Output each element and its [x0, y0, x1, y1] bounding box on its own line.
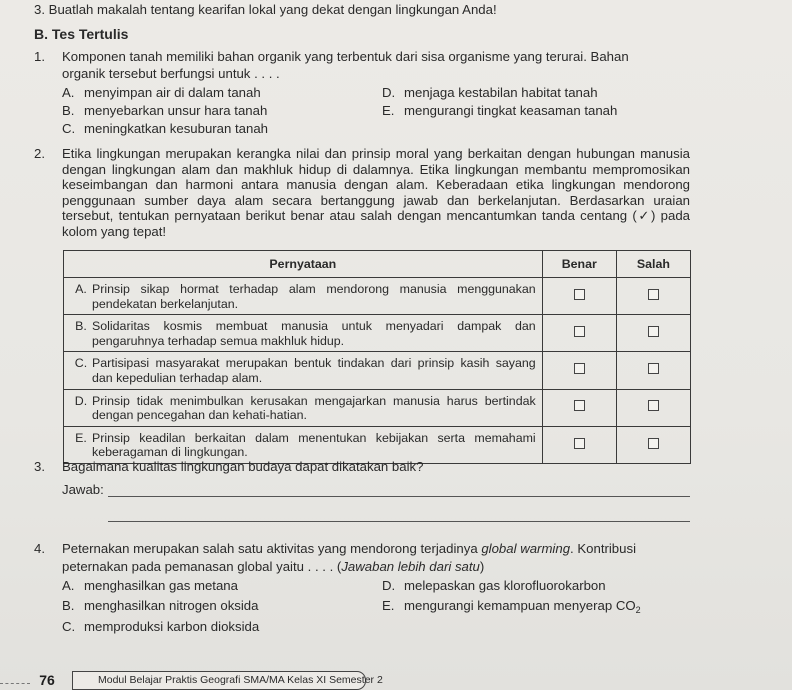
true-checkbox[interactable]: [574, 326, 585, 337]
row-letter: B.: [75, 319, 87, 334]
q1-option-e[interactable]: [382, 103, 617, 119]
q4-text-part: . Kontribusi: [570, 541, 637, 556]
row-statement: Partisipasi masyarakat merupakan bentuk tindakan dari prinsip kasih sayang dan kepedulian terhadap alam.: [92, 356, 536, 385]
option-letter: A.: [62, 578, 75, 593]
false-checkbox[interactable]: [648, 400, 659, 411]
q4-option-e[interactable]: [382, 598, 641, 615]
q4-option-a[interactable]: [62, 578, 238, 594]
table-row: [64, 278, 691, 315]
option-letter: C.: [62, 121, 76, 136]
false-checkbox[interactable]: [648, 326, 659, 337]
option-text: melepaskan gas klorofluorokarbon: [404, 578, 606, 593]
option-text: mengurangi kemampuan menyerap CO: [404, 598, 636, 613]
q1-text-line2: organik tersebut berfungsi untuk . . . .: [62, 66, 280, 81]
page-number: 76: [39, 672, 55, 688]
option-letter: B.: [62, 598, 75, 613]
q3-answer-label: Jawab:: [62, 482, 104, 497]
q2-number: 2.: [34, 146, 45, 161]
q1-text-line1: Komponen tanah memiliki bahan organik yang terbentuk dari sisa organisme yang terurai. Bahan: [62, 49, 629, 64]
row-letter: A.: [75, 282, 87, 296]
row-letter: D.: [74, 393, 88, 408]
option-text: mengurangi tingkat keasaman tanah: [404, 103, 618, 118]
option-text: menyebarkan unsur hara tanah: [84, 103, 268, 118]
option-letter: D.: [382, 578, 396, 593]
option-letter: D.: [382, 85, 396, 100]
false-checkbox[interactable]: [648, 438, 659, 449]
answer-line-2[interactable]: [108, 521, 690, 522]
q3-text: Bagaimana kualitas lingkungan budaya dapat dikatakan baik?: [62, 459, 424, 474]
q1-option-c[interactable]: [62, 121, 268, 137]
row-statement: Solidaritas kosmis membuat manusia untuk menyadari dampak dan pengaruhnya terhadap semua makhluk hidup.: [92, 319, 536, 348]
q4-text-italic: global warming: [481, 541, 571, 556]
answer-line-1[interactable]: [108, 496, 690, 497]
option-text: menghasilkan gas metana: [84, 578, 238, 593]
header-true: Benar: [542, 251, 616, 278]
option-text: memproduksi karbon dioksida: [84, 619, 260, 634]
co2-subscript: 2: [635, 605, 641, 615]
false-checkbox[interactable]: [648, 289, 659, 300]
option-text: menghasilkan nitrogen oksida: [84, 598, 259, 613]
option-letter: C.: [62, 619, 76, 634]
header-false: Salah: [616, 251, 690, 278]
q4-option-c[interactable]: [62, 619, 259, 635]
row-letter: E.: [75, 430, 87, 445]
q1-option-a[interactable]: [62, 85, 261, 101]
option-text: menjaga kestabilan habitat tanah: [404, 85, 598, 100]
option-text: meningkatkan kesuburan tanah: [84, 121, 269, 136]
row-statement: Prinsip sikap hormat terhadap alam mendorong manusia menggunakan pendekatan berkelanjutan.: [92, 282, 536, 311]
q4-text-part: Peternakan merupakan salah satu aktivitas yang mendorong terjadinya: [62, 541, 482, 556]
table-row: [64, 315, 691, 352]
option-text: menyimpan air di dalam tanah: [84, 85, 261, 100]
q4-text-italic: Jawaban lebih dari satu: [341, 559, 480, 574]
option-letter: E.: [382, 598, 395, 613]
q4-number: 4.: [34, 541, 45, 556]
row-letter: C.: [74, 356, 88, 371]
table-row: [64, 426, 691, 463]
q4-option-b[interactable]: [62, 598, 258, 614]
header-statement: Pernyataan: [64, 251, 543, 278]
row-statement: Prinsip tidak menimbulkan kerusakan mengajarkan manusia harus bertindak dengan pencegahan dan kehati-hatian.: [92, 393, 536, 423]
true-checkbox[interactable]: [574, 438, 585, 449]
false-checkbox[interactable]: [648, 363, 659, 374]
true-checkbox[interactable]: [574, 400, 585, 411]
table-row: [64, 389, 691, 426]
option-letter: B.: [62, 103, 75, 118]
q1-option-b[interactable]: [62, 103, 267, 119]
true-checkbox[interactable]: [574, 363, 585, 374]
true-checkbox[interactable]: [574, 289, 585, 300]
q4-text-line1: [62, 541, 636, 557]
table-row: [64, 352, 691, 389]
q2-text: Etika lingkungan merupakan kerangka nilai dan prinsip moral yang berkaitan dengan hubungan manusia dengan lingkungan alam dan makhluk hidup di dalamnya. Etika lingkungan membantu mempromosikan keseimbangan dan harmoni antara manusia dengan alam. Keberadaan etika lingkungan mendorong penggunaan sumber daya alam secara bertanggung jawab dan berkelanjutan. Berdasarkan uraian tersebut, tentukan pernyataan berikut benar atau salah dengan mencantumkan tanda centang (✓) pada kolom yang tepat!: [62, 146, 690, 239]
section-title: B. Tes Tertulis: [34, 26, 129, 42]
book-title: Modul Belajar Praktis Geografi SMA/MA Kelas XI Semester 2: [98, 674, 383, 686]
option-letter: A.: [62, 85, 75, 100]
q4-option-d[interactable]: [382, 578, 606, 594]
row-statement: Prinsip keadilan berkaitan dalam menentukan kebijakan serta memahami keberagaman di lingkungan.: [92, 430, 536, 460]
true-false-table: [63, 250, 691, 464]
q1-number: 1.: [34, 49, 45, 64]
q4-text-part: ): [479, 559, 485, 574]
option-letter: E.: [382, 103, 395, 118]
q3-number: 3.: [34, 459, 45, 474]
q4-text-part: peternakan pada pemanasan global yaitu . . . . (: [62, 559, 342, 574]
q4-text-line2: [62, 559, 484, 575]
previous-task-line: 3. Buatlah makalah tentang kearifan lokal yang dekat dengan lingkungan Anda!: [34, 2, 497, 17]
q1-option-d[interactable]: [382, 85, 598, 101]
